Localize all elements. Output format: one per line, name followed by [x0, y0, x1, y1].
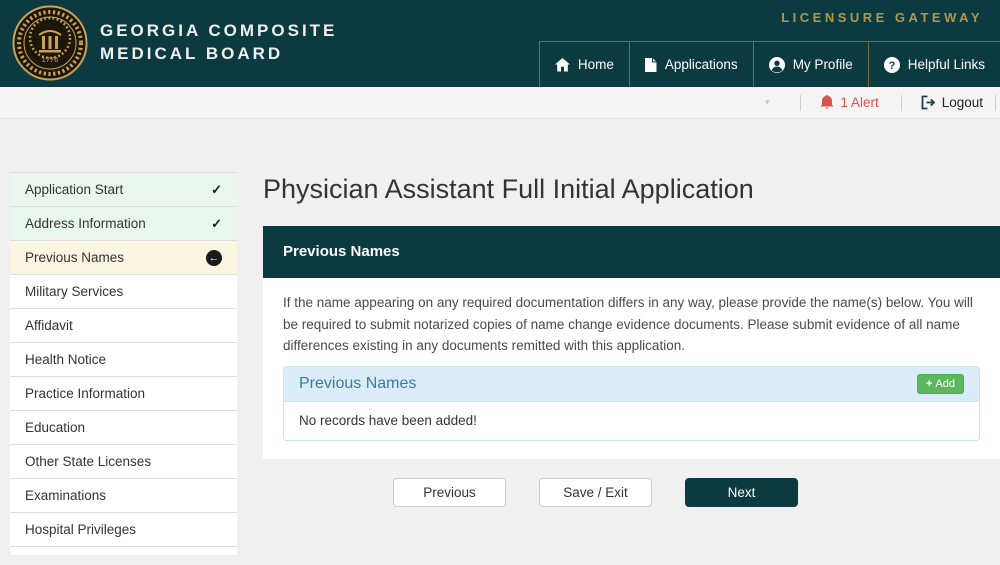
content-area	[0, 119, 1000, 555]
main-panel	[263, 172, 1000, 507]
nav-tab-label: Helpful Links	[907, 57, 985, 72]
card-body	[263, 278, 1000, 459]
nav-tab-my-profile[interactable]	[753, 42, 868, 87]
person-circle-icon	[769, 57, 785, 73]
svg-text:?: ?	[888, 59, 896, 72]
logout-icon	[920, 95, 936, 110]
nav-tab-label: My Profile	[792, 57, 853, 72]
sidebar-item-practice-information[interactable]	[10, 377, 237, 411]
bell-icon	[820, 95, 834, 110]
portal-title: LICENSURE GATEWAY	[781, 10, 983, 25]
previous-button[interactable]: Previous	[393, 478, 506, 507]
logout-link[interactable]	[920, 95, 983, 110]
sidebar-item-label: Practice Information	[25, 386, 146, 401]
sidebar-item-label: Military Services	[25, 284, 124, 299]
sidebar-item-partial	[10, 547, 237, 555]
sidebar-item-label: Examinations	[25, 488, 107, 503]
previous-names-subpanel	[283, 366, 980, 441]
question-circle-icon	[884, 57, 900, 73]
form-navigation-buttons	[227, 478, 964, 507]
sidebar-item-address-information[interactable]	[10, 207, 237, 241]
card-header-title: Previous Names	[263, 226, 1000, 278]
add-button-label: Add	[935, 377, 955, 390]
divider	[800, 95, 801, 111]
subpanel-header	[284, 367, 979, 402]
nav-tab-label: Applications	[664, 57, 738, 72]
org-name	[100, 19, 337, 65]
sidebar-item-label: Other State Licenses	[25, 454, 152, 469]
sidebar-item-label: Affidavit	[25, 318, 73, 333]
utility-bar	[0, 87, 1000, 119]
check-icon: ✓	[211, 181, 222, 197]
plus-icon: +	[925, 377, 933, 390]
sidebar-item-education[interactable]	[10, 411, 237, 445]
sidebar-item-label: Health Notice	[25, 352, 107, 367]
current-step-arrow-icon: ←	[206, 250, 222, 266]
sidebar-item-affidavit[interactable]	[10, 309, 237, 343]
nav-tab-label: Home	[577, 57, 614, 72]
save-exit-button[interactable]: Save / Exit	[539, 478, 652, 507]
instructions-text: If the name appearing on any required documentation differs in any way, please provide the name(s) below. You will be required to submit notarized copies of name change evidence documents. Please submit evidence of all name differences existing in any documents remitted with this application.	[283, 295, 973, 353]
previous-names-card	[263, 226, 1000, 459]
sidebar-item-label: Address Information	[25, 216, 146, 231]
sidebar-item-military-services[interactable]	[10, 275, 237, 309]
sidebar-item-label: Application Start	[25, 182, 124, 197]
next-button[interactable]: Next	[685, 478, 798, 507]
subpanel-title: Previous Names	[299, 374, 417, 392]
page-title: Physician Assistant Full Initial Application	[263, 174, 754, 204]
empty-records-message: No records have been added!	[284, 402, 979, 440]
sidebar-item-health-notice[interactable]	[10, 343, 237, 377]
sidebar-item-label: Education	[25, 420, 86, 435]
seal-year: 1776	[41, 55, 59, 64]
document-icon	[645, 58, 657, 72]
check-icon: ✓	[211, 215, 222, 231]
sidebar-item-other-state-licenses[interactable]	[10, 445, 237, 479]
nav-tab-helpful-links[interactable]	[868, 42, 1000, 87]
alerts-link[interactable]	[820, 95, 878, 110]
nav-tab-applications[interactable]	[629, 42, 753, 87]
divider	[995, 95, 996, 111]
org-name-line2: MEDICAL BOARD	[100, 44, 284, 63]
sidebar-item-previous-names[interactable]	[10, 241, 237, 275]
app-header	[0, 0, 1000, 87]
divider	[901, 95, 902, 111]
georgia-board-seal-logo	[12, 5, 88, 81]
alert-count-label: 1 Alert	[840, 95, 879, 110]
sidebar-item-examinations[interactable]	[10, 479, 237, 513]
logout-label: Logout	[941, 95, 983, 110]
user-menu-caret-icon[interactable]: ▾	[764, 97, 770, 107]
sidebar-item-label: Previous Names	[25, 250, 125, 265]
sidebar-item-application-start[interactable]	[10, 173, 237, 207]
add-record-button[interactable]	[917, 374, 964, 394]
home-icon	[555, 58, 570, 72]
sidebar-item-label: Hospital Privileges	[25, 522, 137, 537]
sidebar-item-hospital-privileges[interactable]	[10, 513, 237, 547]
nav-tab-home[interactable]	[539, 42, 629, 87]
main-nav	[539, 41, 1000, 87]
application-steps-sidebar	[10, 172, 237, 555]
org-name-line1: GEORGIA COMPOSITE	[100, 21, 338, 40]
